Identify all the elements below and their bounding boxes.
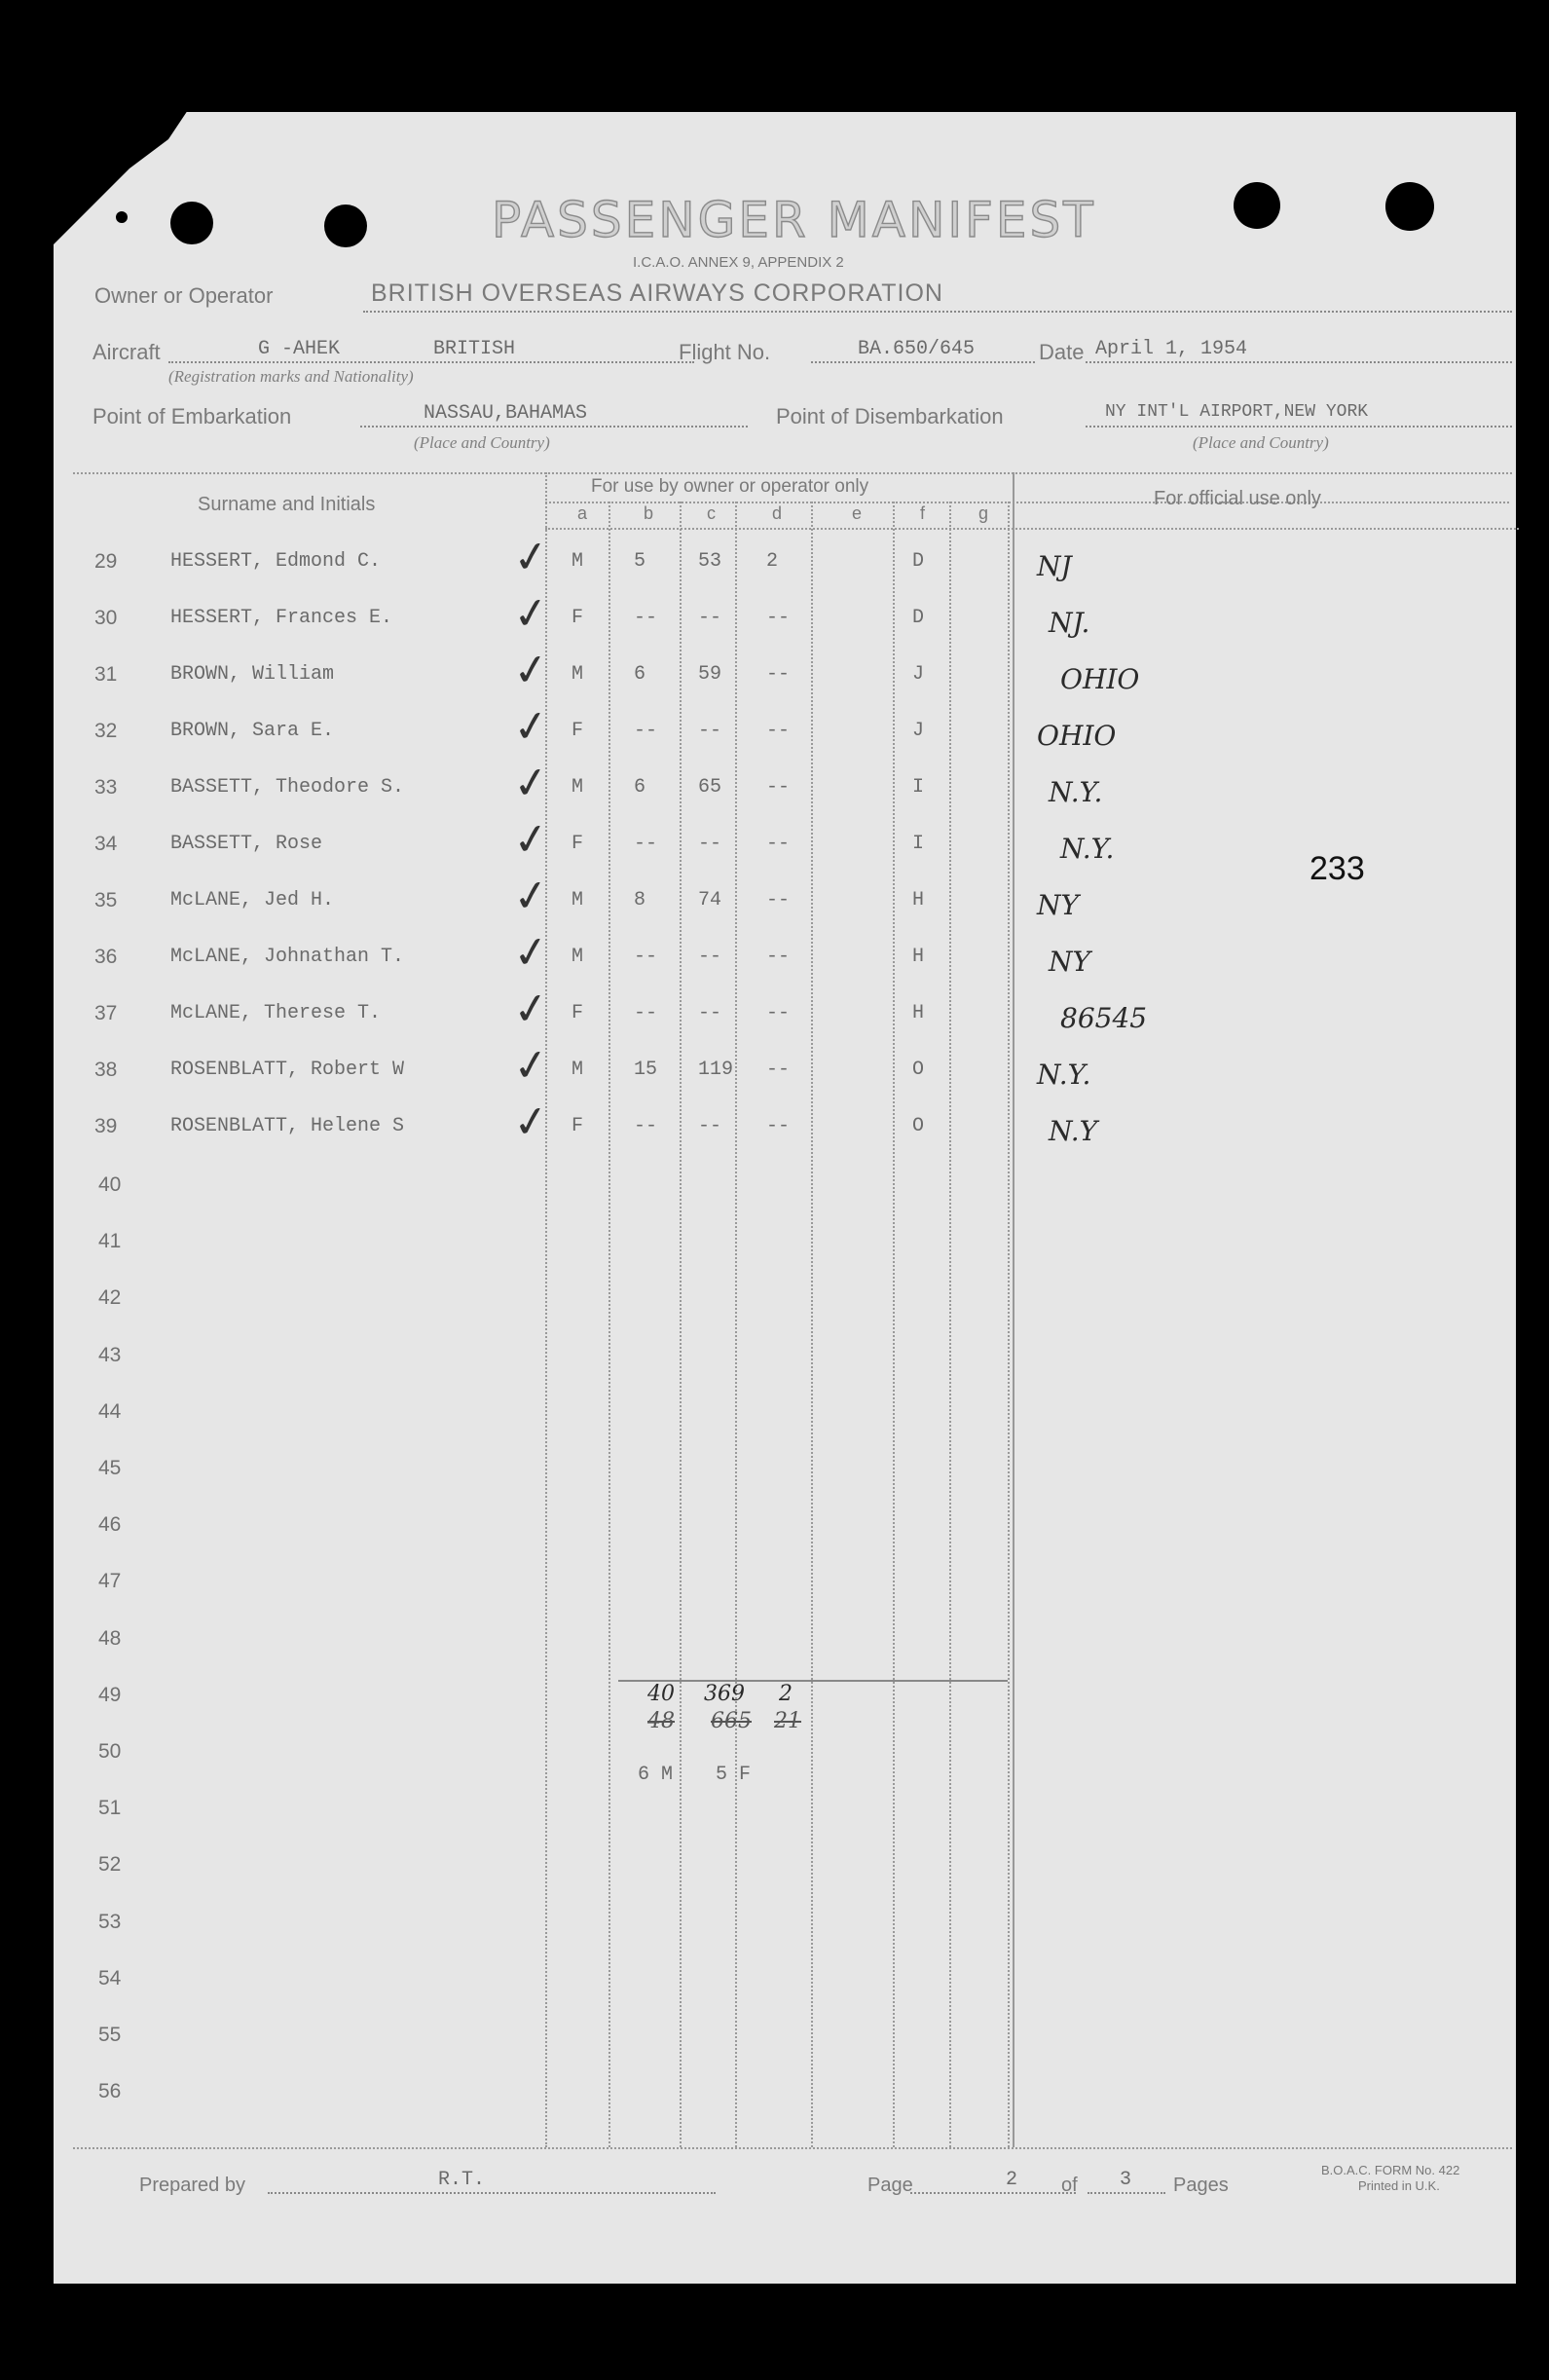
checkmark-icon: ✓ <box>509 586 553 642</box>
cell-a: F <box>572 1002 584 1024</box>
col-divider-f <box>949 502 951 2147</box>
official-note: N.Y. <box>1049 776 1103 808</box>
aircraft-registration: G -AHEK <box>258 338 341 360</box>
row-number: 36 <box>94 946 118 968</box>
row-number: 55 <box>98 2024 122 2046</box>
official-note: NJ <box>1037 550 1072 582</box>
row-number: 35 <box>94 889 118 911</box>
cell-d: 2 <box>766 550 779 573</box>
cell-a: F <box>572 720 584 742</box>
cell-f: D <box>912 550 925 573</box>
row-number: 42 <box>98 1286 122 1309</box>
checkmark-icon: ✓ <box>509 699 553 755</box>
col-divider-official <box>1013 472 1014 2147</box>
aircraft-note: (Registration marks and Nationality) <box>168 367 414 386</box>
total-line <box>1088 2192 1165 2194</box>
cell-a: M <box>572 663 584 686</box>
embarkation-value: NASSAU,BAHAMAS <box>424 402 588 425</box>
owner-line <box>363 311 1512 313</box>
cell-a: M <box>572 1059 584 1081</box>
date-label: Date <box>1039 340 1085 364</box>
disembarkation-note: (Place and Country) <box>1193 433 1329 452</box>
row-number: 43 <box>98 1344 122 1366</box>
col-divider-a <box>609 502 610 2147</box>
cell-f: I <box>912 833 925 855</box>
date-value: April 1, 1954 <box>1095 338 1248 360</box>
cell-a: F <box>572 1115 584 1137</box>
cell-c: 59 <box>698 663 722 686</box>
checkmark-icon: ✓ <box>509 1095 553 1150</box>
cell-c: 119 <box>698 1059 734 1081</box>
cell-d: -- <box>766 720 791 742</box>
aircraft-line <box>168 361 694 363</box>
owner-label: Owner or Operator <box>94 283 274 308</box>
checkmark-icon: ✓ <box>509 925 553 981</box>
page-label: Page <box>867 2175 913 2196</box>
punch-hole-right-2 <box>1385 182 1434 231</box>
sub-column-header-b: b <box>644 503 654 523</box>
totals-c-2: 665 <box>711 1709 752 1733</box>
totals-b-1: 40 <box>647 1682 675 1706</box>
cell-b: -- <box>634 946 658 968</box>
checkmark-icon: ✓ <box>509 982 553 1037</box>
cell-c: -- <box>698 607 722 629</box>
cell-b: -- <box>634 833 658 855</box>
cell-f: J <box>912 663 925 686</box>
checkmark-icon: ✓ <box>509 756 553 811</box>
checkmark-icon: ✓ <box>509 812 553 868</box>
cell-a: F <box>572 607 584 629</box>
manifest-sheet <box>54 112 1516 2284</box>
punch-hole-left-2 <box>324 205 367 247</box>
col-divider-c <box>735 502 737 2147</box>
cell-a: M <box>572 946 584 968</box>
row-number: 37 <box>94 1002 118 1024</box>
row-number: 34 <box>94 833 118 855</box>
row-number: 48 <box>98 1627 122 1650</box>
passenger-name: HESSERT, Frances E. <box>170 607 393 629</box>
col-divider-b <box>680 502 682 2147</box>
row-number: 39 <box>94 1115 118 1137</box>
cell-f: H <box>912 946 925 968</box>
page-number: 2 <box>1006 2169 1018 2191</box>
official-note: N.Y. <box>1060 833 1115 865</box>
cell-d: -- <box>766 776 791 799</box>
sub-column-header-a: a <box>577 503 588 523</box>
cell-b: 6 <box>634 776 646 799</box>
page-subtitle: I.C.A.O. ANNEX 9, APPENDIX 2 <box>633 254 844 271</box>
cell-a: F <box>572 833 584 855</box>
cell-b: 6 <box>634 663 646 686</box>
aircraft-nationality: BRITISH <box>433 338 516 360</box>
cell-f: H <box>912 1002 925 1024</box>
flight-number: BA.650/645 <box>858 338 976 360</box>
col-header-operator: For use by owner or operator only <box>591 476 869 497</box>
official-note: OHIO <box>1060 663 1140 695</box>
checkmark-icon: ✓ <box>509 869 553 924</box>
cell-f: D <box>912 607 925 629</box>
official-note: NJ. <box>1049 607 1090 639</box>
col-divider-e <box>893 502 895 2147</box>
cell-d: -- <box>766 946 791 968</box>
cell-c: -- <box>698 720 722 742</box>
sex-count-f: 5 F <box>716 1764 752 1786</box>
embarkation-label: Point of Embarkation <box>92 404 292 428</box>
row-number: 44 <box>98 1400 122 1423</box>
embarkation-line <box>360 426 748 428</box>
totals-c-1: 369 <box>704 1682 745 1706</box>
cell-f: H <box>912 889 925 911</box>
cell-c: 53 <box>698 550 722 573</box>
cell-a: M <box>572 889 584 911</box>
row-number: 33 <box>94 776 118 799</box>
row-number: 52 <box>98 1853 122 1876</box>
row-number: 46 <box>98 1513 122 1536</box>
cell-b: -- <box>634 607 658 629</box>
passenger-name: McLANE, Johnathan T. <box>170 946 405 968</box>
sub-column-header-e: e <box>852 503 863 523</box>
cell-b: 8 <box>634 889 646 911</box>
row-number: 38 <box>94 1059 118 1081</box>
cell-c: -- <box>698 833 722 855</box>
row-number: 29 <box>94 550 118 573</box>
passenger-name: ROSENBLATT, Robert W <box>170 1059 405 1081</box>
form-printed: Printed in U.K. <box>1358 2178 1440 2193</box>
sub-column-header-c: c <box>707 503 716 523</box>
table-bottom-line <box>73 2147 1512 2149</box>
sub-column-header-d: d <box>772 503 783 523</box>
cell-c: -- <box>698 1002 722 1024</box>
official-note: N.Y. <box>1037 1059 1091 1091</box>
of-label: of <box>1061 2175 1078 2196</box>
row-number: 53 <box>98 1911 122 1933</box>
table-top-line <box>73 472 1512 474</box>
passenger-name: ROSENBLATT, Helene S <box>170 1115 405 1137</box>
table-sub-line <box>545 502 1509 503</box>
row-number: 54 <box>98 1967 122 1990</box>
cell-b: 15 <box>634 1059 658 1081</box>
row-number: 56 <box>98 2080 122 2102</box>
table-header-bottom <box>545 528 1519 530</box>
cell-d: -- <box>766 1059 791 1081</box>
cell-c: 65 <box>698 776 722 799</box>
cell-c: 74 <box>698 889 722 911</box>
page-line <box>910 2192 1076 2194</box>
col-header-official: For official use only <box>1154 488 1321 509</box>
cell-c: -- <box>698 1115 722 1137</box>
sub-column-header-g: g <box>978 503 989 523</box>
cell-d: -- <box>766 607 791 629</box>
totals-d-2: 21 <box>774 1709 801 1733</box>
row-number: 41 <box>98 1230 122 1252</box>
cell-b: -- <box>634 1002 658 1024</box>
row-number: 51 <box>98 1797 122 1819</box>
date-line <box>1086 361 1512 363</box>
col-divider-g <box>1008 502 1010 2147</box>
checkmark-icon: ✓ <box>509 530 553 585</box>
passenger-name: BROWN, Sara E. <box>170 720 335 742</box>
row-number: 30 <box>94 607 118 629</box>
row-number: 50 <box>98 1740 122 1763</box>
cell-d: -- <box>766 1002 791 1024</box>
passenger-name: BROWN, William <box>170 663 335 686</box>
col-header-name: Surname and Initials <box>198 494 376 515</box>
row-number: 40 <box>98 1173 122 1196</box>
cell-b: -- <box>634 720 658 742</box>
embarkation-note: (Place and Country) <box>414 433 550 452</box>
totals-b-2: 48 <box>647 1709 675 1733</box>
cell-a: M <box>572 550 584 573</box>
col-divider-d <box>811 502 813 2147</box>
row-number: 32 <box>94 720 118 742</box>
stamp-number: 233 <box>1309 850 1365 887</box>
official-note: NY <box>1037 889 1079 921</box>
official-note: 86545 <box>1060 1002 1148 1034</box>
form-number: B.O.A.C. FORM No. 422 <box>1321 2163 1460 2177</box>
prepared-line <box>268 2192 716 2194</box>
official-note: N.Y <box>1049 1115 1098 1147</box>
cell-f: O <box>912 1115 925 1137</box>
page-title: PASSENGER MANIFEST <box>492 192 1096 248</box>
cell-f: I <box>912 776 925 799</box>
passenger-name: McLANE, Jed H. <box>170 889 335 911</box>
cell-f: O <box>912 1059 925 1081</box>
passenger-name: BASSETT, Rose <box>170 833 323 855</box>
sex-count-m: 6 M <box>638 1764 674 1786</box>
disembarkation-value: NY INT'L AIRPORT,NEW YORK <box>1105 402 1369 422</box>
owner-value: BRITISH OVERSEAS AIRWAYS CORPORATION <box>371 279 943 307</box>
totals-line <box>618 1680 1008 1682</box>
official-note: NY <box>1049 946 1090 978</box>
cell-a: M <box>572 776 584 799</box>
passenger-name: BASSETT, Theodore S. <box>170 776 405 799</box>
row-number: 31 <box>94 663 118 686</box>
disembarkation-line <box>1086 426 1512 428</box>
sub-column-header-f: f <box>920 503 926 523</box>
aircraft-label: Aircraft <box>92 340 161 364</box>
row-number: 49 <box>98 1684 122 1706</box>
cell-d: -- <box>766 833 791 855</box>
cell-c: -- <box>698 946 722 968</box>
cell-d: -- <box>766 663 791 686</box>
row-number: 45 <box>98 1457 122 1479</box>
prepared-by-label: Prepared by <box>139 2175 245 2196</box>
cell-b: -- <box>634 1115 658 1137</box>
totals-d-1: 2 <box>779 1682 793 1706</box>
pages-label: Pages <box>1173 2175 1229 2196</box>
punch-hole-left-1 <box>170 202 213 244</box>
cell-d: -- <box>766 1115 791 1137</box>
passenger-name: HESSERT, Edmond C. <box>170 550 382 573</box>
flight-line <box>811 361 1035 363</box>
flight-label: Flight No. <box>679 340 771 364</box>
official-note: OHIO <box>1037 720 1117 752</box>
cell-b: 5 <box>634 550 646 573</box>
cell-d: -- <box>766 889 791 911</box>
prepared-by-value: R.T. <box>438 2169 486 2191</box>
disembarkation-label: Point of Disembarkation <box>776 404 1004 428</box>
checkmark-icon: ✓ <box>509 1038 553 1094</box>
row-number: 47 <box>98 1570 122 1592</box>
page-total: 3 <box>1120 2169 1132 2191</box>
passenger-name: McLANE, Therese T. <box>170 1002 382 1024</box>
punch-hole-right-1 <box>1234 182 1280 229</box>
checkmark-icon: ✓ <box>509 643 553 698</box>
cell-f: J <box>912 720 925 742</box>
